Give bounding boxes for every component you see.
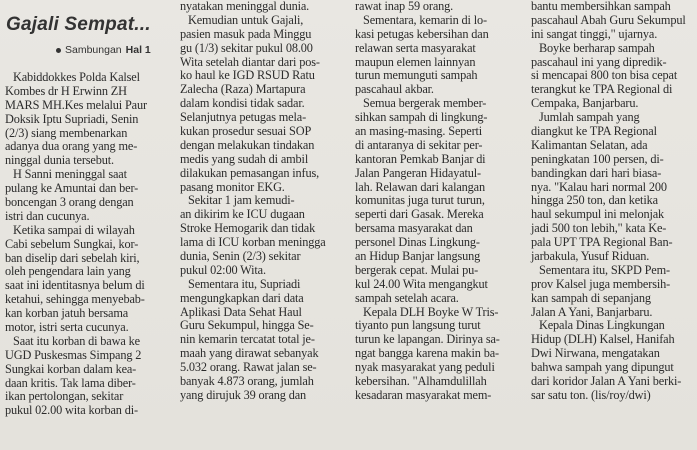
text-line: kan sampah di sepanjang xyxy=(531,290,651,305)
text-line: dengan melakukan tindakan xyxy=(180,137,315,152)
text-line: Selanjutnya petugas mela- xyxy=(180,110,307,125)
text-line: Sementara itu, Supriadi xyxy=(188,276,301,291)
text-line: prov Kalsel juga membersih- xyxy=(531,276,671,291)
text-line: Kemudian untuk Gajali, xyxy=(188,12,304,27)
text-line: diangkut ke TPA Regional xyxy=(531,124,657,139)
continuation-prefix: Sambungan xyxy=(65,44,122,56)
text-line: Semua bergerak member- xyxy=(363,96,487,111)
text-line: kesadaran masyarakat mem- xyxy=(355,387,492,402)
text-line: Ketika sampai di wilayah xyxy=(13,222,135,237)
text-line: Cempaka, Banjarbaru. xyxy=(531,96,639,111)
text-line: Dwi Nirwana, mengatakan xyxy=(531,346,660,361)
text-line: bersama masyarakat dan xyxy=(355,221,473,236)
text-line: kan korban jatuh bersama xyxy=(5,306,129,321)
text-line: banyak 4.873 orang, jumlah xyxy=(180,374,314,389)
text-line: Kombes dr H Erwinn ZH xyxy=(5,83,127,98)
text-line: hingga 250 ton, dan ketika xyxy=(531,193,658,208)
text-line: pascahaul Abah Guru Sekumpul xyxy=(531,12,686,27)
text-line: UGD Puskesmas Simpang 2 xyxy=(5,347,142,362)
text-line: Kalimantan Selatan, ada xyxy=(531,137,648,152)
text-line: an Hidup Banjar langsung xyxy=(355,249,481,264)
text-line: Sementara itu, SKPD Pem- xyxy=(539,262,670,277)
text-line: Jalan A Yani, Banjarbaru. xyxy=(531,304,653,319)
text-line: Jumlah sampah yang xyxy=(539,110,640,125)
text-line: pulang ke Amuntai dan ber- xyxy=(5,181,139,196)
text-line: kasi petugas kebersihan dan xyxy=(355,26,489,41)
text-line: pascahaul ini yang dipredik- xyxy=(531,54,667,69)
text-line: Saat itu korban di bawa ke xyxy=(13,333,140,348)
text-line: yang dirujuk 39 orang dan xyxy=(180,387,307,402)
text-line: haul sekumpul ini melonjak xyxy=(531,207,665,222)
column-1 xyxy=(5,71,165,418)
text-line: di antaranya di sekitar per- xyxy=(355,137,483,152)
text-line: H Sanni meninggal saat xyxy=(13,167,127,182)
text-line: Cabi sebelum Sungkai, kor- xyxy=(5,236,139,251)
text-line: turun memunguti sampah xyxy=(355,68,478,83)
text-line: pukul 02:00 Wita. xyxy=(180,262,266,277)
text-line: ko haul ke IGD RSUD Ratu xyxy=(180,68,315,83)
text-line: an dikirim ke ICU dugaan xyxy=(180,207,305,222)
text-line: istri dan cucunya. xyxy=(5,208,90,223)
text-line: Guru Sekumpul, hingga Se- xyxy=(180,318,314,333)
text-line: pascahaul akbar. xyxy=(355,82,434,97)
text-line: an masing-masing. Seperti xyxy=(355,124,483,139)
column-3 xyxy=(355,0,515,403)
text-line: rawat inap 59 orang. xyxy=(355,0,454,13)
text-line: tiyanto pun langsung turut xyxy=(355,318,481,333)
continuation-note xyxy=(56,44,151,56)
text-line: adanya dua orang yang me- xyxy=(5,139,138,154)
text-line: relawan serta masyarakat xyxy=(355,40,476,55)
text-line: bergerak cepat. Mulai pu- xyxy=(355,262,479,277)
text-line: nyak masyarakat yang peduli xyxy=(355,360,495,375)
text-line: kul 24.00 Wita mengangkut xyxy=(355,276,488,291)
text-line: ngat bangga karena makin ba- xyxy=(355,346,499,361)
text-line: pasang monitor EKG. xyxy=(180,179,285,194)
text-line: seperti dari Gasak. Mereka xyxy=(355,207,484,222)
text-line: sihkan sampah di lingkung- xyxy=(355,110,488,125)
text-line: mengungkapkan dari data xyxy=(180,290,304,305)
text-line: terangkut ke TPA Regional di xyxy=(531,82,673,97)
text-line: bandingkan dari hari biasa- xyxy=(531,165,662,180)
text-line: dunia, Senin (2/3) sekitar xyxy=(180,249,301,264)
text-line: jadi 500 ton lebih," kata Ke- xyxy=(531,221,667,236)
text-line: pasien masuk pada Minggu xyxy=(180,26,312,41)
text-line: kebersihan. "Alhamdulillah xyxy=(355,374,487,389)
text-line: medis yang sudah di ambil xyxy=(180,151,309,166)
text-line: turun ke lapangan. Dirinya sa- xyxy=(355,332,500,347)
text-line: Kepala Dinas Lingkungan xyxy=(539,318,665,333)
text-line: jarbakula, Yusuf Riduan. xyxy=(531,249,650,264)
text-line: maah yang dirawat sebanyak xyxy=(180,346,319,361)
text-line: dalam kondisi tidak sadar. xyxy=(180,96,305,111)
text-line: Sungkai korban dalam kea- xyxy=(5,361,137,376)
text-line: saat ini identitasnya belum di xyxy=(5,278,145,293)
text-line: dari koridor Jalan A Yani berki- xyxy=(531,374,682,389)
bullet-icon xyxy=(56,48,61,53)
text-line: Wita setelah diantar dari pos- xyxy=(180,54,320,69)
text-line: 5.032 orang. Rawat jalan se- xyxy=(180,360,317,375)
text-line: sampah setelah acara. xyxy=(355,290,459,305)
text-line: Hidup (DLH) Kalsel, Hanifah xyxy=(531,332,675,347)
text-line: nyatakan meninggal dunia. xyxy=(180,0,310,13)
text-line: Sementara, kemarin di lo- xyxy=(363,12,487,27)
text-line: motor, istri serta cucunya. xyxy=(5,320,129,335)
text-line: (2/3) siang membenarkan xyxy=(5,125,128,140)
text-line: Jalan Pangeran Hidayatul- xyxy=(355,165,482,180)
text-line: ikan pertolongan, sekitar xyxy=(5,389,124,404)
text-line: nya. "Kalau hari normal 200 xyxy=(531,179,667,194)
text-line: dilakukan pemasangan infus, xyxy=(180,165,320,180)
text-line: Kepala DLH Boyke W Tris- xyxy=(363,304,499,319)
text-line: Kabiddokkes Polda Kalsel xyxy=(13,70,140,84)
text-line: Zalecha (Raza) Martapura xyxy=(180,82,306,97)
text-line: daan kritis. Tak lama diber- xyxy=(5,375,136,390)
text-line: komunitas juga turut turun, xyxy=(355,193,485,208)
text-line: kantoran Pemkab Banjar di xyxy=(355,151,486,166)
text-line: personel Dinas Lingkung- xyxy=(355,235,480,250)
text-line: gu (1/3) sekitar pukul 08.00 xyxy=(180,40,313,55)
text-line: boncengan 3 orang dengan xyxy=(5,195,134,210)
text-line: peningkatan 100 persen, di- xyxy=(531,151,664,166)
column-2 xyxy=(180,0,340,403)
text-line: kukan prosedur sesuai SOP xyxy=(180,124,312,139)
text-line: ninggal dunia tersebut. xyxy=(5,153,114,168)
text-line: bahwa sampah yang dipungut xyxy=(531,360,674,375)
text-line: MARS MH.Kes melalui Paur xyxy=(5,97,147,112)
text-line: lama di ICU korban meningga xyxy=(180,235,326,250)
text-line: ketahui, sehingga menyebab- xyxy=(5,292,145,307)
text-line: Aplikasi Data Sehat Haul xyxy=(180,304,302,319)
text-line: nin kemarin tercatat total je- xyxy=(180,332,315,347)
text-line: ini sangat tinggi," ujarnya. xyxy=(531,26,658,41)
text-line: bantu membersihkan sampah xyxy=(531,0,671,13)
text-line: oleh pengendara lain yang xyxy=(5,264,131,279)
text-line: maupun elemen lainnyan xyxy=(355,54,476,69)
text-line: sar satu ton. (lis/roy/dwi) xyxy=(531,387,651,402)
text-line: lah. Relawan dari kalangan xyxy=(355,179,485,194)
column-4 xyxy=(531,0,691,403)
text-line: Sekitar 1 jam kemudi- xyxy=(188,193,295,208)
article-title: Gajali Sempat... xyxy=(6,14,151,35)
text-line: Stroke Hemogarik dan tidak xyxy=(180,221,316,236)
text-line: pala UPT TPA Regional Ban- xyxy=(531,235,673,250)
text-line: Doksik Iptu Supriadi, Senin xyxy=(5,111,139,126)
continuation-ref: Hal 1 xyxy=(125,44,151,56)
text-line: ban diselip dari sebelah kiri, xyxy=(5,250,140,265)
text-line: si mencapai 800 ton bisa cepat xyxy=(531,68,678,83)
text-line: Boyke berharap sampah xyxy=(539,40,655,55)
text-line: pukul 02.00 wita korban di- xyxy=(5,403,138,418)
